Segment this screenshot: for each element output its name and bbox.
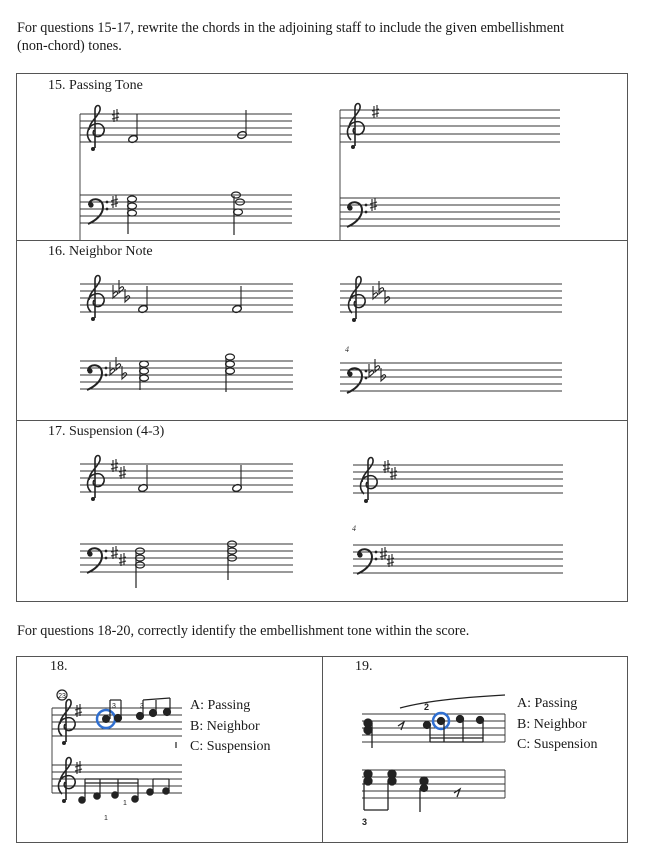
q18-fingering-1: 1 <box>123 800 127 807</box>
option-c-suspension[interactable]: C: Suspension <box>517 737 598 752</box>
q18-fingering-3b: 3 <box>140 703 144 710</box>
measure-number-4: 4 <box>345 345 349 354</box>
q18-measure-number: 23 <box>58 693 66 700</box>
q18-score-excerpt <box>52 690 182 822</box>
instructions-part2: For questions 18-20, correctly identify the embellishment tone within the score. <box>17 623 470 639</box>
instructions-line2: (non-chord) tones. <box>17 38 122 54</box>
q15-given-system <box>80 114 292 240</box>
option-a-passing[interactable]: A: Passing <box>190 698 251 713</box>
q19-measure-number: 3 <box>362 817 368 827</box>
question-16-label: 16. Neighbor Note <box>48 244 153 259</box>
question-17-label: 17. Suspension (4-3) <box>48 424 165 439</box>
q16-answer-system <box>340 284 562 391</box>
measure-number-4b: 4 <box>352 524 356 533</box>
instructions-line1: For questions 15-17, rewrite the chords in the adjoining staff to include the given embellishment <box>17 20 565 36</box>
question-15-label: 15. Passing Tone <box>48 78 143 93</box>
option-a-passing[interactable]: A: Passing <box>517 696 578 711</box>
question-18-label: 18. <box>50 659 68 674</box>
q19-fingering-2: 2 <box>424 702 430 712</box>
q15-answer-system <box>340 110 560 240</box>
q18-fingering-1b: 1 <box>104 815 108 822</box>
question-19-label: 19. <box>355 659 373 674</box>
q19-score-excerpt <box>362 695 505 827</box>
option-b-neighbor[interactable]: B: Neighbor <box>517 716 587 732</box>
option-c-suspension[interactable]: C: Suspension <box>190 739 271 754</box>
option-b-neighbor[interactable]: B: Neighbor <box>190 718 260 734</box>
q18-fingering-3: 3 <box>112 703 116 710</box>
